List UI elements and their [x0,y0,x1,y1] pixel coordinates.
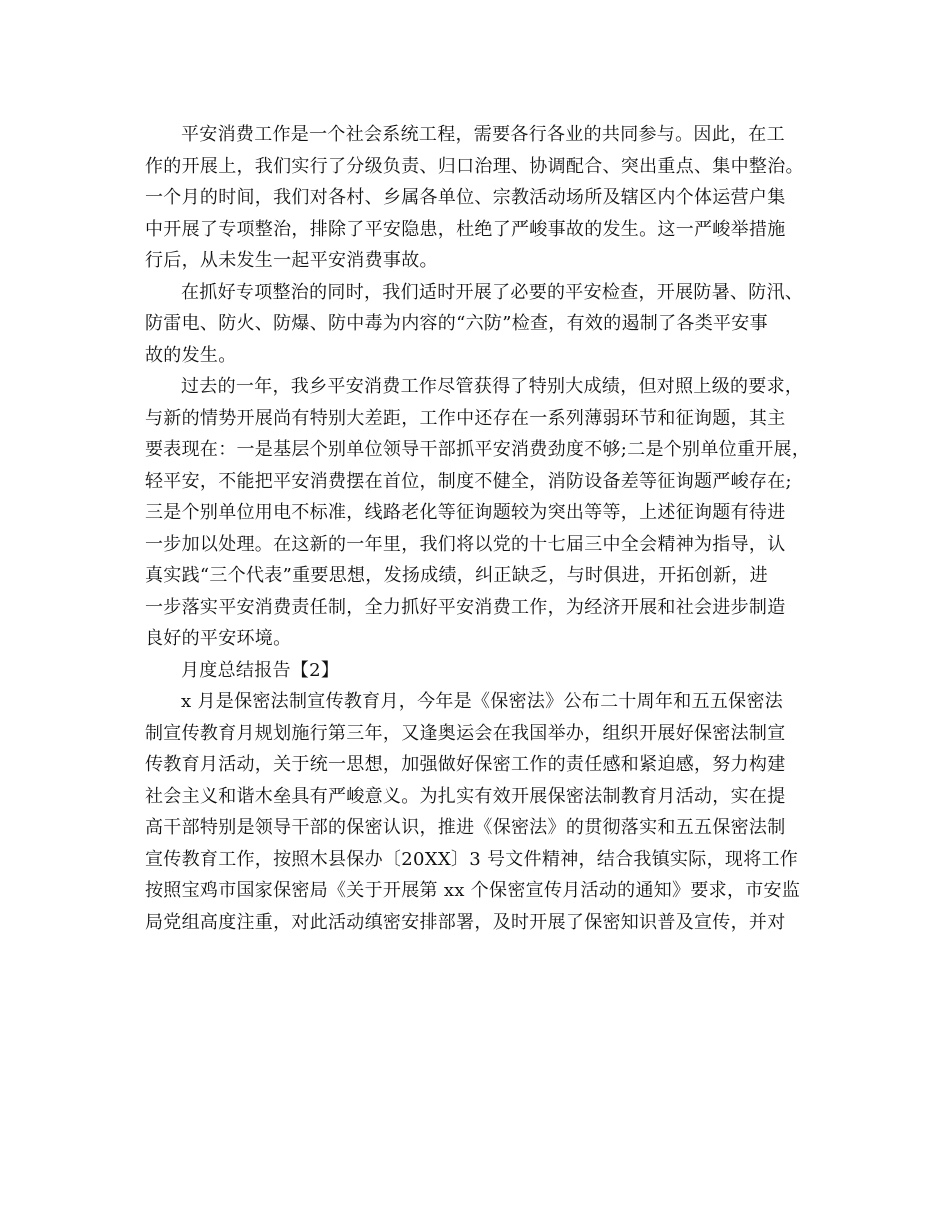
text-line: 行后，从未发生一起平安消费事故。 [145,250,438,271]
text-line: 良好的平安环境。 [145,628,292,649]
text-line: 在抓好专项整治的同时，我们适时开展了必要的平安检查，开展防暑、防汛、 [181,281,804,303]
text-line: 平安消费工作是一个社会系统工程，需要各行各业的共同参与。因此，在工 [181,124,785,145]
text-line: 与新的情势开展尚有特别大差距，工作中还存在一系列薄弱环节和征询题，其主 [145,407,786,429]
text-line: 局党组高度注重，对此活动缜密安排部署，及时开展了保密知识普及宣传，并对 [145,911,786,933]
text-line: 高干部特别是领导干部的保密认识，推进《保密法》的贯彻落实和五五保密法制 [145,817,786,838]
text-line: 宣传教育工作，按照木县保办〔20XX〕3 号文件精神，结合我镇实际，现将工作 [145,848,799,870]
text-line: 传教育月活动，关于统一思想，加强做好保密工作的责任感和紧迫感，努力构建 [145,754,786,775]
text-line: 防雷电、防火、防爆、防中毒为内容的“六防”检查，有效的遏制了各类平安事 [145,313,768,334]
text-line: 过去的一年，我乡平安消费工作尽管获得了特别大成绩，但对照上级的要求， [181,376,804,397]
text-line: 轻平安，不能把平安消费摆在首位，制度不健全，消防设备差等征询题严峻存在; [145,470,792,492]
text-line: 制宣传教育月规划施行第三年，又逢奥运会在我国举办，组织开展好保密法制宣 [145,722,786,744]
text-line: 故的发生。 [145,344,237,366]
text-line: 作的开展上，我们实行了分级负责、归口治理、协调配合、突出重点、集中整治。 [145,155,804,177]
text-line: 中开展了专项整治，排除了平安隐患，杜绝了严峻事故的发生。这一严峻举措施 [145,218,786,240]
text-line: 要表现在：一是基层个别单位领导干部抓平安消费劲度不够;二是个别单位重开展， [145,439,811,460]
text-line: 一步加以处理。在这新的一年里，我们将以党的十七届三中全会精神为指导，认 [145,533,786,555]
text-line: 一个月的时间，我们对各村、乡属各单位、宗教活动场所及辖区内个体运营户集 [145,187,786,208]
text-line: 按照宝鸡市国家保密局《关于开展第 xx 个保密宣传月活动的通知》要求，市安监 [145,880,801,901]
document-body [145,119,825,938]
text-line: 社会主义和谐木垒具有严峻意义。为扎实有效开展保密法制教育月活动，实在提 [145,785,786,807]
text-line: 三是个别单位用电不标准，线路老化等征询题较为突出等等，上述征询题有待进 [145,502,786,523]
text-line: x 月是保密法制宣传教育月，今年是《保密法》公布二十周年和五五保密法 [181,691,784,712]
text-line: 一步落实平安消费责任制，全力抓好平安消费工作，为经济开展和社会进步制造 [145,596,786,618]
text-line: 月度总结报告【2】 [181,659,340,681]
text-line: 真实践“三个代表”重要思想，发扬成绩，纠正缺乏，与时俱进，开拓创新，进 [145,565,768,586]
